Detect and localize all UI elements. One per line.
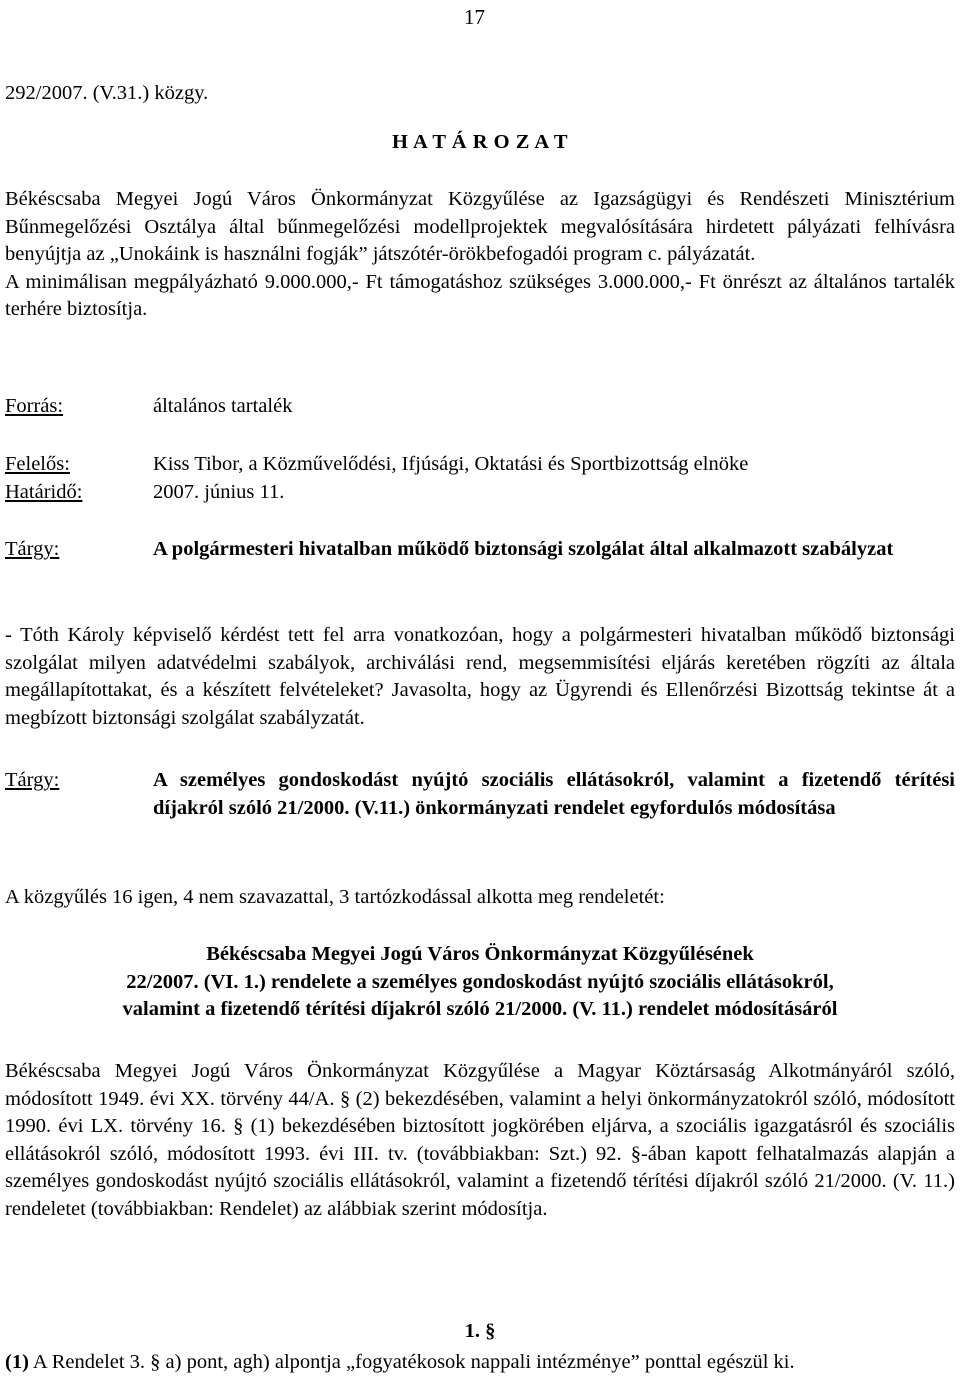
page-number: 17 bbox=[464, 5, 485, 29]
section-number: 1. § bbox=[464, 1320, 496, 1342]
resolution-body bbox=[5, 186, 955, 324]
targy2-row bbox=[5, 767, 955, 822]
vote-text: A közgyűlés 16 igen, 4 nem szavazattal, 3 tartózkodással alkotta meg rendeletét: bbox=[5, 886, 665, 908]
forras-row bbox=[5, 393, 955, 421]
paragraph-text: A Rendelet 3. § a) pont, agh) alpontja „fogyatékosok nappali intézménye” ponttal egészül ki. bbox=[28, 1351, 795, 1373]
preamble-paragraph: Békéscsaba Megyei Jogú Város Önkormányzat Közgyűlése a Magyar Köztársaság Alkotmányáról szóló, módosított 1949. évi XX. törvény 44/A. § (2) bekezdésében, valamint a helyi önkormányzatokról szóló, módosított 1990. évi LX. törvény 16. § (1) bekezdésében biztosított jogkörében eljárva, a szociális igazgatásról és szociális ellátásokról szóló, módosított 1993. évi III. tv. (továbbiakban: Szt.) 92. §-ában kapott felhatalmazás alapján a személyes gondoskodást nyújtó szociális ellátásokról, valamint a fizetendő térítési díjakról szóló 21/2000. (V. 11.) rendeletet (továbbiakban: Rendelet) az alábbiak szerint módosítja. bbox=[5, 1060, 955, 1220]
hatarido-label: Határidő: bbox=[5, 481, 83, 503]
targy1-row bbox=[5, 536, 955, 564]
targy2-value: A személyes gondoskodást nyújtó szociális ellátásokról, valamint a fizetendő térítési díjakról szóló 21/2000. (V.11.) önkormányzati rendelet egyfordulós módosítása bbox=[153, 769, 955, 819]
resolution-text-2: A minimálisan megpályázható 9.000.000,- Ft támogatáshoz szükséges 3.000.000,- Ft önrészt az általános tartalék terhére biztosítja. bbox=[5, 270, 955, 321]
forras-value: általános tartalék bbox=[153, 395, 293, 417]
forras-label: Forrás: bbox=[5, 395, 64, 417]
question-paragraph: - Tóth Károly képviselő kérdést tett fel arra vonatkozóan, hogy a polgármesteri hivatalban működő biztonsági szolgálat milyen adatvédelmi szabályok, archiválási rend, megsemmisítési eljárás keretében rögzíti az általa megállapítottakat, és a készített felvételeket? Javasolta, hogy az Ügyrendi és Ellenőrzési Bizottság tekintse át a megbízott biztonsági szolgálat szabályzatát. bbox=[5, 624, 955, 729]
decree-title-line-1: Békéscsaba Megyei Jogú Város Önkormányzat Közgyűlésének bbox=[206, 943, 754, 965]
decree-title-line-3: valamint a fizetendő térítési díjakról szóló 21/2000. (V. 11.) rendelet módosításáról bbox=[122, 998, 838, 1021]
paragraph-number: (1) bbox=[5, 1351, 29, 1373]
decree-title-line-2: 22/2007. (VI. 1.) rendelete a személyes gondoskodást nyújtó szociális ellátásokról, bbox=[126, 970, 834, 993]
hatarido-value: 2007. június 11. bbox=[153, 481, 285, 503]
decree-title bbox=[5, 941, 955, 1024]
hatarido-row bbox=[5, 479, 955, 507]
resolution-id: 292/2007. (V.31.) közgy. bbox=[5, 82, 209, 104]
section-paragraph bbox=[5, 1349, 955, 1377]
felelos-value: Kiss Tibor, a Közművelődési, Ifjúsági, Oktatási és Sportbizottság elnöke bbox=[153, 453, 749, 475]
felelos-label: Felelős: bbox=[5, 453, 70, 475]
resolution-heading: H A T Á R O Z A T bbox=[392, 131, 568, 153]
targy2-label: Tárgy: bbox=[5, 769, 60, 791]
felelos-row bbox=[5, 451, 955, 479]
resolution-text: Békéscsaba Megyei Jogú Város Önkormányzat Közgyűlése az Igazságügyi és Rendészeti Minisztérium Bűnmegelőzési Osztálya által bűnmegelőzési modellprojektek megvalósítására hirdetett pályázati felhívásra benyújtja az „Unokáink is használni fogják” játszótér-örökbefogadói program c. pályázatát. bbox=[5, 188, 955, 266]
targy1-label: Tárgy: bbox=[5, 538, 60, 560]
targy1-value: A polgármesteri hivatalban működő biztonsági szolgálat által alkalmazott szabályzat bbox=[153, 538, 894, 560]
